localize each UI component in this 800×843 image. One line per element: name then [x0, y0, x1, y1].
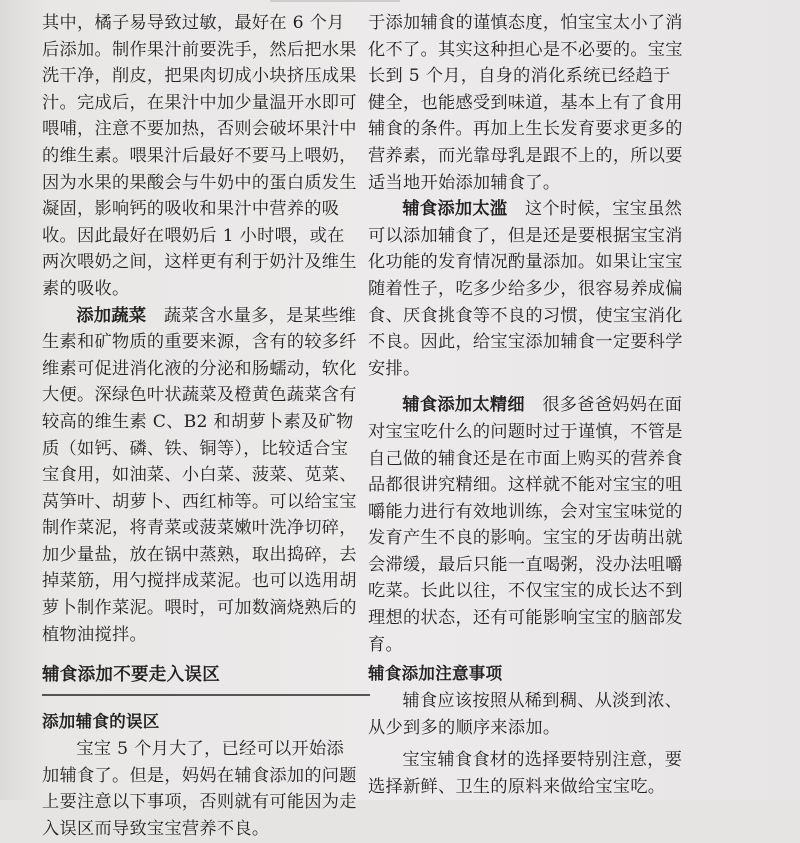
page-top-edge	[270, 0, 400, 2]
right-paragraph-3	[368, 392, 684, 658]
left-paragraph-2	[42, 303, 358, 649]
right-paragraph-2-body: 这个时候，宝宝虽然可以添加辅食了，但是还是要根据宝宝消化功能的发育情况酌量添加。如果让宝宝随着性子，吃多少给多少，很容易养成偏食、厌食挑食等不良的习惯，使宝宝消化不良。因此，给宝宝添加辅食一定要科学安排。	[368, 199, 683, 379]
right-column	[368, 10, 684, 801]
right-paragraph-5: 宝宝辅食食材的选择要特别注意，要选择新鲜、卫生的原料来做给宝宝吃。	[368, 750, 683, 798]
section-heading: 辅食添加不要走入误区	[42, 660, 358, 694]
right-paragraph-2-lead: 辅食添加太滥	[402, 199, 508, 220]
right-paragraph-3-body: 很多爸爸妈妈在面对宝宝吃什么的问题时过于谨慎，不管是自己做的辅食还是在市面上购买的营养食品都很讲究精细。这样就不能对宝宝的咀嚼能力进行有效地训练，会对宝宝味觉的发育产生不良的影响。宝宝的牙齿萌出就会滞缓，最后只能一直喝粥，没办法咀嚼吃菜。长此以往，不仅宝宝的成长达不到理想的状态，还有可能影响宝宝的脑部发育。	[368, 395, 683, 655]
right-paragraph-4: 辅食应该按照从稀到稠、从淡到浓、从少到多的顺序来添加。	[368, 691, 683, 738]
left-column	[42, 10, 358, 843]
right-paragraph-1: 于添加辅食的谨慎态度，怕宝宝太小了消化不了。其实这种担心是不必要的。宝宝长到 5 个月，自身的消化系统已经趋于健全，也能感受到味道，基本上有了食用辅食的条件。再加上生长发育要求更多的营养素，而光靠母乳是跟不上的，所以要适当地开始添加辅食了。	[368, 13, 683, 193]
left-paragraph-1: 其中，橘子易导致过敏，最好在 6 个月后添加。制作果汁前要洗手，然后把水果洗干净，削皮，把果肉切成小块挤压成果汁。完成后，在果汁中加少量温开水即可喂哺，注意不要加热，否则会破坏果汁中的维生素。喂果汁后最好不要马上喂奶，因为水果的果酸会与牛奶中的蛋白质发生凝固，影响钙的吸收和果汁中营养的吸收。因此最好在喂奶后 1 小时喂，或在两次喂奶之间，这样更有利于奶汁及维生素的吸收。	[42, 13, 357, 299]
right-paragraph-3-lead: 辅食添加太精细	[402, 395, 525, 416]
right-subheading: 辅食添加注意事项	[368, 664, 503, 684]
left-paragraph-2-body: 蔬菜含水量多，是某些维生素和矿物质的重要来源，含有的较多纤维素可促进消化液的分泌和肠蠕动，软化大便。深绿色叶状蔬菜及橙黄色蔬菜含有较高的维生素 C、B2 和胡萝卜素及矿物质（如钙、磷、铁、铜等），比较适合宝宝食用，如油菜、小白菜、菠菜、苋菜、莴笋叶、胡萝卜、西红柿等。可以给宝宝制作菜泥，将青菜或菠菜嫩叶洗净切碎，加少量盐，放在锅中蒸熟，取出捣碎，去掉菜筋，用勺搅拌成菜泥。也可以选用胡萝卜制作菜泥。喂时，可加数滴烧熟后的植物油搅拌。	[42, 305, 357, 645]
left-paragraph-2-lead: 添加蔬菜	[76, 305, 147, 326]
left-paragraph-3: 宝宝 5 个月大了，已经可以开始添加辅食了。但是，妈妈在辅食添加的问题上要注意以下事项，否则就有可能因为走入误区而导致宝宝营养不良。	[42, 739, 357, 840]
left-subheading: 添加辅食的误区	[42, 712, 160, 732]
section-spacer	[42, 648, 358, 660]
right-paragraph-2	[368, 196, 684, 382]
